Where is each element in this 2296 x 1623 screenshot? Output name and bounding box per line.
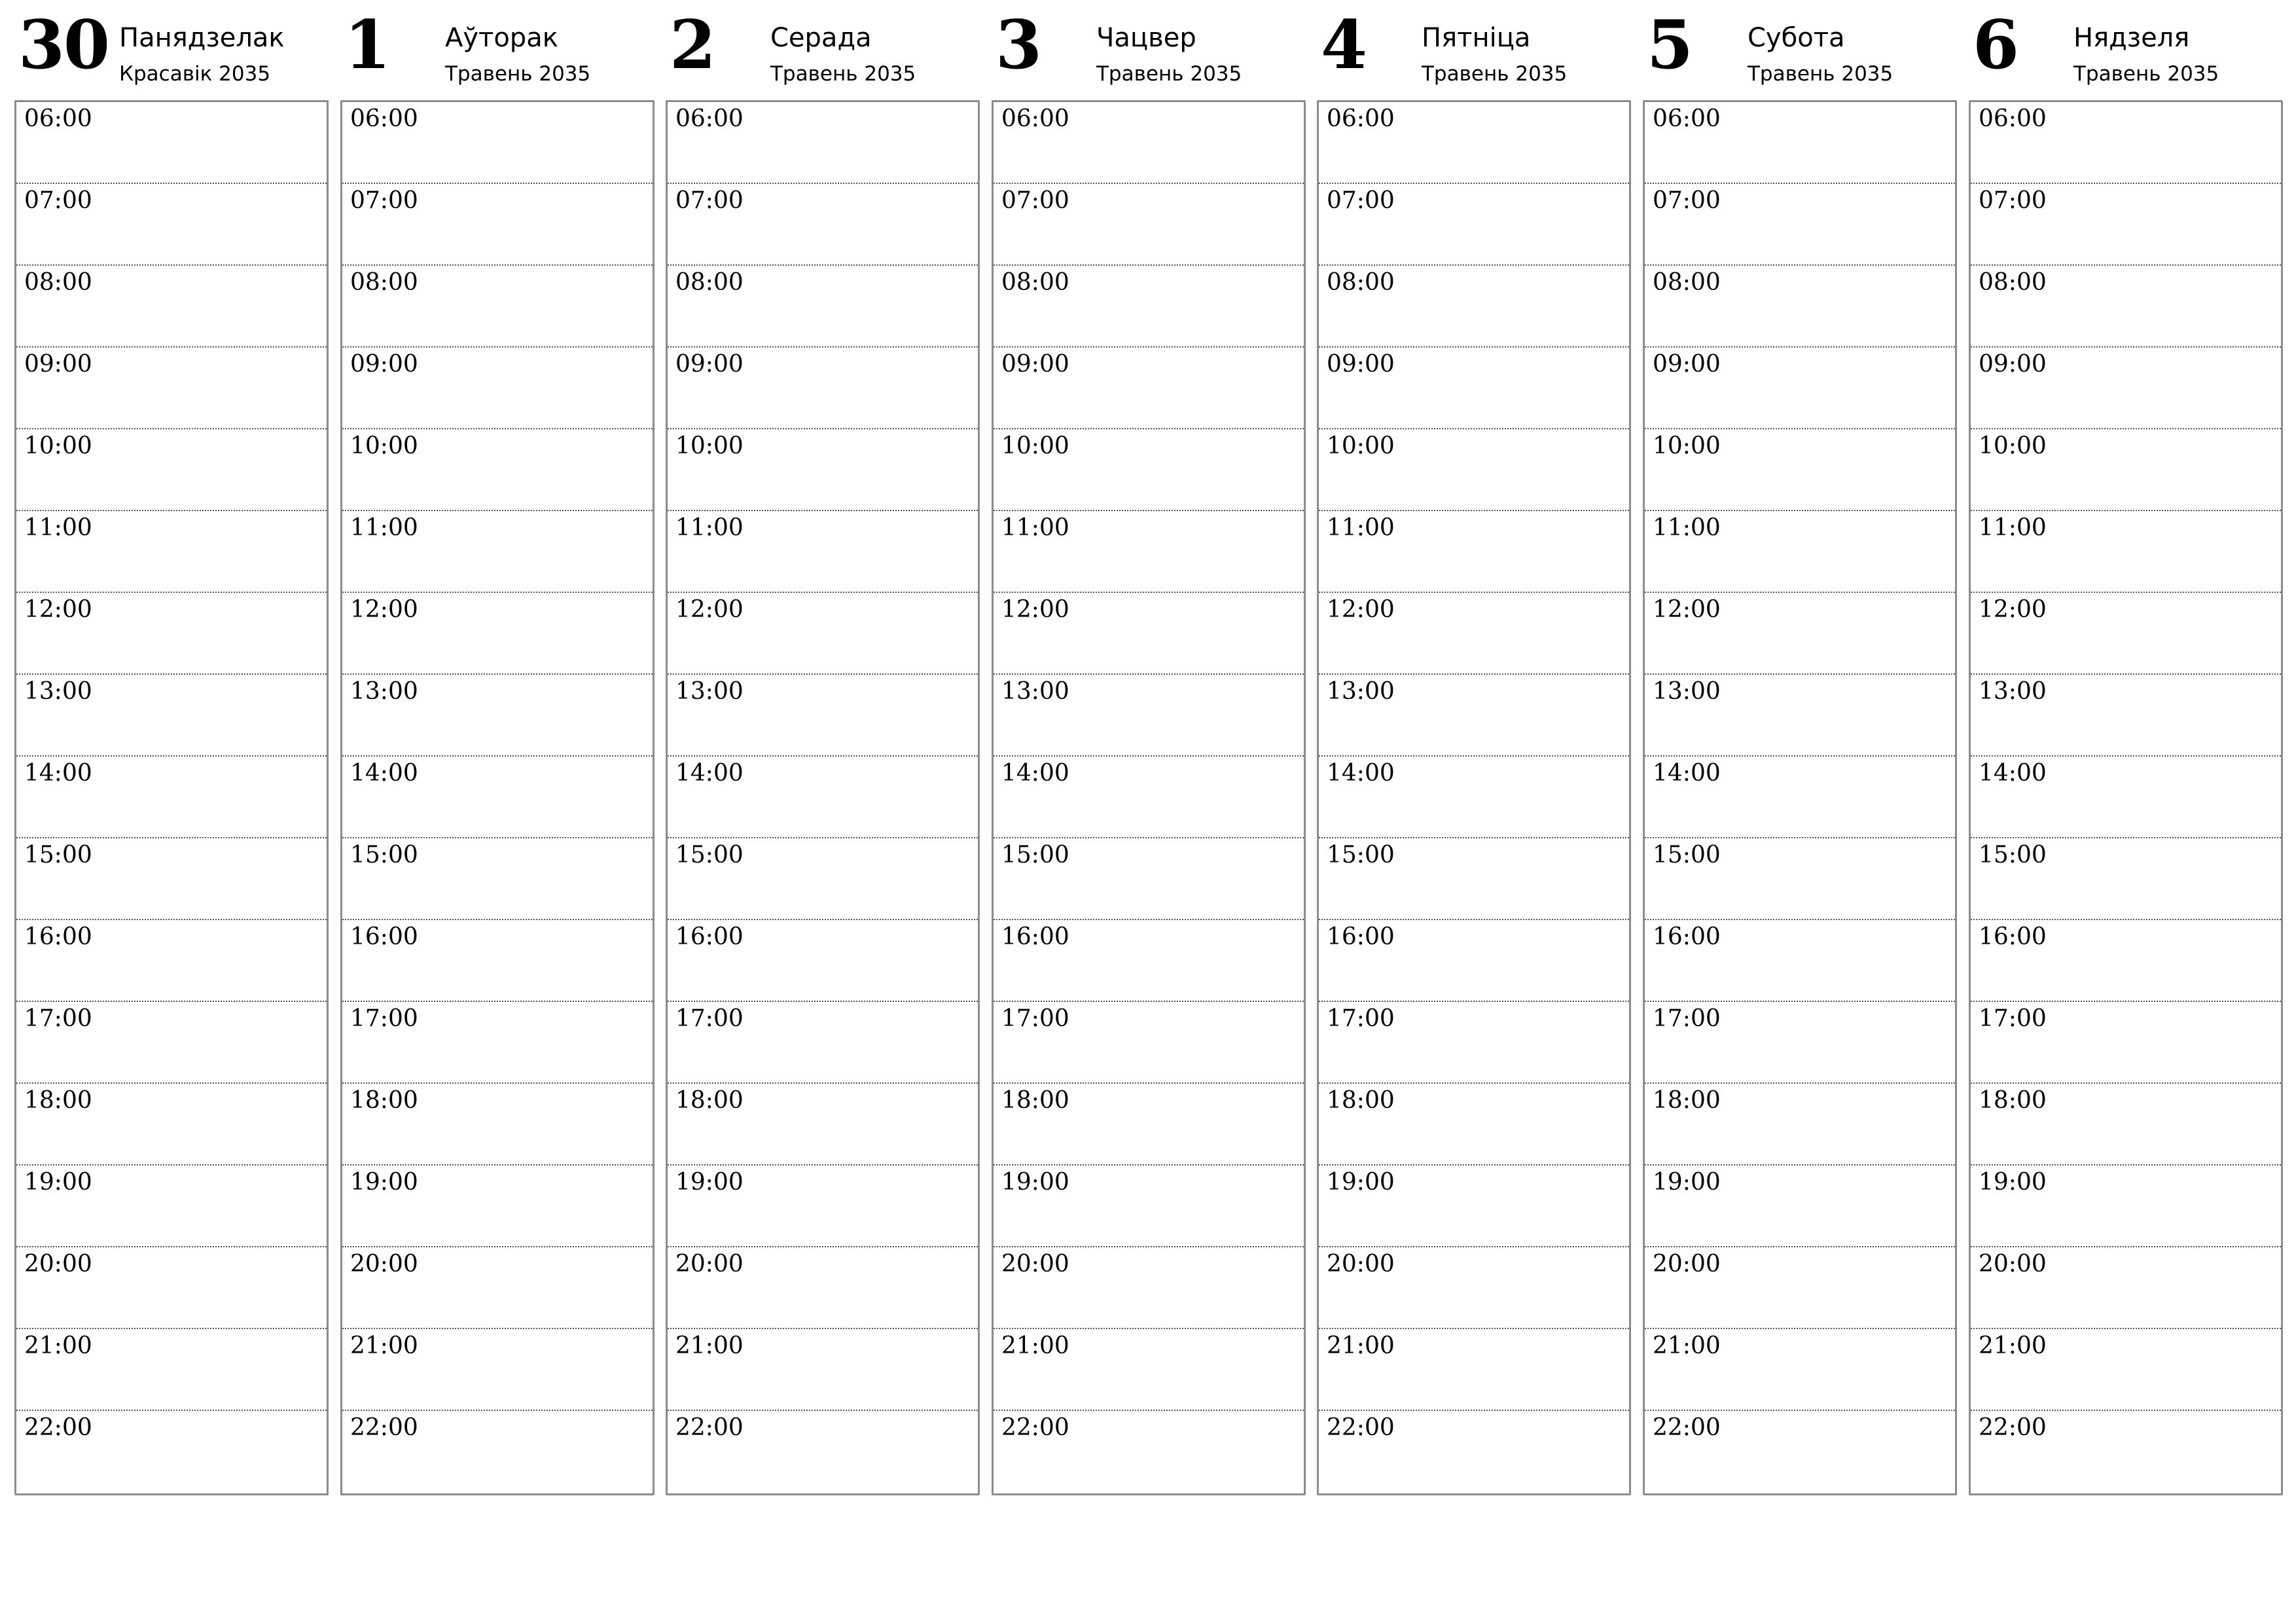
hour-label: 09:00: [1979, 351, 2047, 378]
hour-label: 21:00: [1001, 1332, 1069, 1359]
day-name: Аўторак: [445, 23, 558, 53]
day-month-year: Травень 2035: [445, 62, 591, 86]
day-number: 6: [1973, 6, 2018, 84]
hour-slot[interactable]: [1645, 102, 1955, 184]
hour-slot[interactable]: [1319, 838, 1629, 920]
hour-label: 07:00: [1979, 187, 2047, 214]
hour-label: 11:00: [675, 514, 744, 541]
hour-label: 11:00: [1001, 514, 1069, 541]
hour-label: 14:00: [350, 760, 418, 787]
hour-slot[interactable]: [668, 184, 978, 266]
hour-label: 19:00: [24, 1169, 92, 1196]
hour-label: 16:00: [350, 923, 418, 950]
hour-label: 21:00: [1653, 1332, 1721, 1359]
hour-slot[interactable]: [1971, 1084, 2281, 1166]
hour-label: 18:00: [1653, 1087, 1721, 1114]
hour-slot[interactable]: [1971, 1329, 2281, 1411]
hour-label: 20:00: [1001, 1251, 1069, 1277]
hour-slot[interactable]: [994, 1002, 1304, 1084]
day-column: [1317, 0, 1630, 1496]
hour-slot[interactable]: [16, 1247, 327, 1329]
hour-slot[interactable]: [1971, 838, 2281, 920]
hour-label: 19:00: [1001, 1169, 1069, 1196]
hour-label: 12:00: [1327, 596, 1395, 623]
hour-slot[interactable]: [668, 102, 978, 184]
hour-label: 22:00: [24, 1414, 92, 1441]
hour-slot[interactable]: [16, 102, 327, 184]
hour-label: 06:00: [350, 105, 418, 132]
hour-grid: [666, 100, 980, 1495]
hour-label: 11:00: [350, 514, 418, 541]
hour-slot[interactable]: [668, 348, 978, 429]
hour-slot[interactable]: [16, 184, 327, 266]
hour-label: 12:00: [675, 596, 744, 623]
hour-label: 12:00: [1001, 596, 1069, 623]
hour-slot[interactable]: [16, 1329, 327, 1411]
day-number: 30: [18, 6, 109, 84]
hour-slot[interactable]: [342, 1002, 653, 1084]
hour-label: 07:00: [1653, 187, 1721, 214]
hour-slot[interactable]: [668, 838, 978, 920]
hour-label: 10:00: [1001, 433, 1069, 459]
hour-label: 11:00: [1327, 514, 1395, 541]
hour-label: 17:00: [350, 1005, 418, 1032]
hour-slot[interactable]: [994, 184, 1304, 266]
day-number: 3: [996, 6, 1041, 84]
hour-slot[interactable]: [668, 593, 978, 675]
hour-grid: [1317, 100, 1631, 1495]
hour-label: 08:00: [1327, 269, 1395, 296]
hour-slot[interactable]: [1645, 348, 1955, 429]
hour-grid: [1643, 100, 1957, 1495]
hour-label: 17:00: [1979, 1005, 2047, 1032]
day-month-year: Травень 2035: [770, 62, 916, 86]
hour-slot[interactable]: [1645, 511, 1955, 593]
hour-label: 12:00: [1979, 596, 2047, 623]
hour-label: 16:00: [1327, 923, 1395, 950]
hour-slot[interactable]: [1971, 920, 2281, 1002]
hour-slot[interactable]: [668, 757, 978, 838]
hour-label: 15:00: [24, 842, 92, 868]
hour-label: 19:00: [350, 1169, 418, 1196]
hour-slot[interactable]: [668, 266, 978, 348]
hour-slot[interactable]: [1971, 511, 2281, 593]
hour-label: 06:00: [1327, 105, 1395, 132]
hour-label: 07:00: [350, 187, 418, 214]
hour-label: 11:00: [24, 514, 92, 541]
hour-label: 15:00: [1979, 842, 2047, 868]
day-month-year: Травень 2035: [2073, 62, 2219, 86]
hour-label: 19:00: [1327, 1169, 1395, 1196]
hour-label: 18:00: [675, 1087, 744, 1114]
hour-label: 20:00: [1979, 1251, 2047, 1277]
day-column: [1969, 0, 2282, 1496]
hour-slot[interactable]: [1645, 266, 1955, 348]
hour-slot[interactable]: [342, 429, 653, 511]
hour-slot[interactable]: [1319, 593, 1629, 675]
hour-slot[interactable]: [668, 1166, 978, 1247]
hour-slot[interactable]: [342, 1084, 653, 1166]
hour-slot[interactable]: [342, 1411, 653, 1493]
hour-slot[interactable]: [1971, 1247, 2281, 1329]
hour-label: 09:00: [350, 351, 418, 378]
hour-label: 15:00: [1001, 842, 1069, 868]
day-number: 5: [1647, 6, 1692, 84]
hour-label: 17:00: [1001, 1005, 1069, 1032]
hour-slot[interactable]: [1319, 920, 1629, 1002]
day-name: Серада: [770, 23, 872, 53]
hour-label: 06:00: [1979, 105, 2047, 132]
hour-slot[interactable]: [1319, 675, 1629, 757]
hour-slot[interactable]: [1971, 184, 2281, 266]
hour-grid: [1969, 100, 2283, 1495]
hour-label: 13:00: [1001, 678, 1069, 705]
hour-slot[interactable]: [1319, 1329, 1629, 1411]
hour-slot[interactable]: [668, 1411, 978, 1493]
hour-label: 22:00: [1327, 1414, 1395, 1441]
hour-label: 21:00: [1327, 1332, 1395, 1359]
day-name: Нядзеля: [2073, 23, 2190, 53]
hour-slot[interactable]: [342, 1247, 653, 1329]
hour-slot[interactable]: [994, 1329, 1304, 1411]
hour-label: 19:00: [1653, 1169, 1721, 1196]
hour-label: 22:00: [675, 1414, 744, 1441]
hour-slot[interactable]: [1971, 1002, 2281, 1084]
hour-slot[interactable]: [1971, 348, 2281, 429]
hour-slot[interactable]: [1319, 184, 1629, 266]
hour-label: 16:00: [675, 923, 744, 950]
hour-label: 10:00: [350, 433, 418, 459]
hour-slot[interactable]: [1645, 757, 1955, 838]
hour-label: 06:00: [24, 105, 92, 132]
hour-label: 19:00: [675, 1169, 744, 1196]
hour-label: 14:00: [1653, 760, 1721, 787]
hour-label: 09:00: [1653, 351, 1721, 378]
hour-label: 22:00: [1653, 1414, 1721, 1441]
hour-label: 08:00: [24, 269, 92, 296]
hour-slot[interactable]: [1645, 1166, 1955, 1247]
hour-label: 11:00: [1979, 514, 2047, 541]
hour-label: 18:00: [1327, 1087, 1395, 1114]
hour-slot[interactable]: [1645, 184, 1955, 266]
hour-slot[interactable]: [1971, 1411, 2281, 1493]
hour-label: 18:00: [1001, 1087, 1069, 1114]
hour-label: 15:00: [350, 842, 418, 868]
day-column: [1643, 0, 1956, 1496]
hour-label: 16:00: [24, 923, 92, 950]
hour-label: 12:00: [1653, 596, 1721, 623]
hour-label: 22:00: [1979, 1414, 2047, 1441]
hour-slot[interactable]: [1971, 102, 2281, 184]
hour-slot[interactable]: [994, 757, 1304, 838]
hour-label: 13:00: [1327, 678, 1395, 705]
hour-slot[interactable]: [1645, 920, 1955, 1002]
hour-slot[interactable]: [16, 1084, 327, 1166]
hour-slot[interactable]: [1971, 675, 2281, 757]
hour-slot[interactable]: [342, 675, 653, 757]
hour-label: 16:00: [1979, 923, 2047, 950]
hour-label: 13:00: [24, 678, 92, 705]
hour-slot[interactable]: [994, 675, 1304, 757]
hour-slot[interactable]: [1971, 266, 2281, 348]
hour-slot[interactable]: [1319, 511, 1629, 593]
hour-slot[interactable]: [16, 348, 327, 429]
hour-slot[interactable]: [1319, 1002, 1629, 1084]
hour-label: 21:00: [350, 1332, 418, 1359]
hour-label: 14:00: [1979, 760, 2047, 787]
hour-slot[interactable]: [1319, 1411, 1629, 1493]
hour-label: 20:00: [24, 1251, 92, 1277]
hour-slot[interactable]: [994, 102, 1304, 184]
hour-label: 15:00: [1653, 842, 1721, 868]
hour-slot[interactable]: [1319, 1084, 1629, 1166]
hour-label: 08:00: [350, 269, 418, 296]
hour-label: 10:00: [24, 433, 92, 459]
hour-label: 20:00: [1327, 1251, 1395, 1277]
hour-slot[interactable]: [994, 838, 1304, 920]
hour-label: 07:00: [1327, 187, 1395, 214]
hour-label: 13:00: [1653, 678, 1721, 705]
hour-slot[interactable]: [16, 511, 327, 593]
hour-slot[interactable]: [1319, 1166, 1629, 1247]
hour-slot[interactable]: [342, 593, 653, 675]
hour-label: 18:00: [24, 1087, 92, 1114]
hour-label: 08:00: [1653, 269, 1721, 296]
hour-slot[interactable]: [1971, 429, 2281, 511]
hour-slot[interactable]: [1645, 593, 1955, 675]
hour-slot[interactable]: [16, 838, 327, 920]
hour-label: 09:00: [1327, 351, 1395, 378]
hour-slot[interactable]: [16, 757, 327, 838]
hour-slot[interactable]: [1319, 1247, 1629, 1329]
hour-slot[interactable]: [668, 1002, 978, 1084]
hour-slot[interactable]: [16, 1002, 327, 1084]
hour-label: 14:00: [1001, 760, 1069, 787]
hour-label: 17:00: [1327, 1005, 1395, 1032]
hour-slot[interactable]: [1319, 102, 1629, 184]
hour-slot[interactable]: [16, 920, 327, 1002]
hour-label: 13:00: [1979, 678, 2047, 705]
hour-slot[interactable]: [1645, 1247, 1955, 1329]
hour-label: 22:00: [1001, 1414, 1069, 1441]
hour-label: 20:00: [1653, 1251, 1721, 1277]
hour-label: 06:00: [1653, 105, 1721, 132]
hour-slot[interactable]: [342, 757, 653, 838]
hour-label: 12:00: [24, 596, 92, 623]
day-column: [340, 0, 653, 1496]
hour-label: 10:00: [1979, 433, 2047, 459]
hour-label: 11:00: [1653, 514, 1721, 541]
hour-slot[interactable]: [342, 1329, 653, 1411]
hour-label: 16:00: [1653, 923, 1721, 950]
hour-label: 17:00: [675, 1005, 744, 1032]
day-name: Субота: [1748, 23, 1845, 53]
hour-label: 06:00: [1001, 105, 1069, 132]
hour-slot[interactable]: [342, 348, 653, 429]
hour-slot[interactable]: [1645, 429, 1955, 511]
hour-slot[interactable]: [668, 675, 978, 757]
hour-slot[interactable]: [16, 593, 327, 675]
hour-slot[interactable]: [1319, 348, 1629, 429]
day-number: 2: [670, 6, 715, 84]
hour-label: 17:00: [1653, 1005, 1721, 1032]
day-number: 1: [344, 6, 389, 84]
hour-slot[interactable]: [1645, 1329, 1955, 1411]
hour-grid: [992, 100, 1306, 1495]
hour-label: 14:00: [675, 760, 744, 787]
hour-label: 09:00: [24, 351, 92, 378]
hour-label: 12:00: [350, 596, 418, 623]
hour-label: 10:00: [675, 433, 744, 459]
hour-label: 20:00: [675, 1251, 744, 1277]
hour-label: 18:00: [1979, 1087, 2047, 1114]
hour-slot[interactable]: [668, 1247, 978, 1329]
hour-label: 16:00: [1001, 923, 1069, 950]
hour-slot[interactable]: [16, 429, 327, 511]
hour-slot[interactable]: [342, 838, 653, 920]
hour-label: 19:00: [1979, 1169, 2047, 1196]
hour-label: 09:00: [1001, 351, 1069, 378]
hour-slot[interactable]: [668, 1084, 978, 1166]
hour-slot[interactable]: [994, 1411, 1304, 1493]
day-column: [666, 0, 978, 1496]
hour-slot[interactable]: [16, 675, 327, 757]
hour-slot[interactable]: [1319, 757, 1629, 838]
hour-label: 07:00: [1001, 187, 1069, 214]
hour-label: 21:00: [675, 1332, 744, 1359]
hour-slot[interactable]: [994, 1166, 1304, 1247]
hour-slot[interactable]: [1319, 429, 1629, 511]
hour-slot[interactable]: [16, 1411, 327, 1493]
hour-label: 09:00: [675, 351, 744, 378]
hour-slot[interactable]: [994, 920, 1304, 1002]
hour-label: 08:00: [1979, 269, 2047, 296]
hour-slot[interactable]: [994, 348, 1304, 429]
hour-label: 13:00: [350, 678, 418, 705]
hour-label: 18:00: [350, 1087, 418, 1114]
hour-label: 21:00: [24, 1332, 92, 1359]
day-month-year: Красавік 2035: [119, 62, 271, 86]
hour-slot[interactable]: [1971, 1166, 2281, 1247]
hour-slot[interactable]: [342, 511, 653, 593]
hour-slot[interactable]: [994, 1247, 1304, 1329]
day-column: [14, 0, 327, 1496]
hour-slot[interactable]: [994, 429, 1304, 511]
hour-slot[interactable]: [16, 1166, 327, 1247]
hour-slot[interactable]: [994, 511, 1304, 593]
hour-grid: [340, 100, 655, 1495]
hour-label: 22:00: [350, 1414, 418, 1441]
hour-label: 20:00: [350, 1251, 418, 1277]
day-month-year: Травень 2035: [1422, 62, 1568, 86]
day-month-year: Травень 2035: [1748, 62, 1893, 86]
day-number: 4: [1321, 6, 1366, 84]
hour-slot[interactable]: [1645, 675, 1955, 757]
hour-slot[interactable]: [1319, 266, 1629, 348]
hour-label: 14:00: [1327, 760, 1395, 787]
hour-label: 17:00: [24, 1005, 92, 1032]
hour-slot[interactable]: [1645, 1084, 1955, 1166]
hour-label: 06:00: [675, 105, 744, 132]
hour-slot[interactable]: [1645, 838, 1955, 920]
day-month-year: Травень 2035: [1096, 62, 1242, 86]
hour-label: 07:00: [24, 187, 92, 214]
hour-slot[interactable]: [1971, 593, 2281, 675]
hour-label: 14:00: [24, 760, 92, 787]
hour-slot[interactable]: [668, 920, 978, 1002]
hour-label: 07:00: [675, 187, 744, 214]
day-column: [992, 0, 1304, 1496]
day-name: Панядзелак: [119, 23, 285, 53]
hour-slot[interactable]: [342, 266, 653, 348]
day-name: Чацвер: [1096, 23, 1196, 53]
hour-slot[interactable]: [668, 511, 978, 593]
hour-label: 10:00: [1653, 433, 1721, 459]
hour-slot[interactable]: [16, 266, 327, 348]
hour-label: 13:00: [675, 678, 744, 705]
hour-slot[interactable]: [342, 102, 653, 184]
weekly-planner: [14, 0, 2282, 1505]
hour-slot[interactable]: [342, 184, 653, 266]
hour-label: 21:00: [1979, 1332, 2047, 1359]
hour-slot[interactable]: [668, 1329, 978, 1411]
hour-slot[interactable]: [994, 593, 1304, 675]
day-name: Пятніца: [1422, 23, 1531, 53]
hour-grid: [14, 100, 329, 1495]
hour-slot[interactable]: [994, 1084, 1304, 1166]
hour-slot[interactable]: [668, 429, 978, 511]
hour-slot[interactable]: [994, 266, 1304, 348]
hour-label: 15:00: [675, 842, 744, 868]
hour-label: 15:00: [1327, 842, 1395, 868]
hour-slot[interactable]: [1645, 1411, 1955, 1493]
hour-slot[interactable]: [342, 1166, 653, 1247]
hour-slot[interactable]: [1645, 1002, 1955, 1084]
hour-slot[interactable]: [342, 920, 653, 1002]
hour-slot[interactable]: [1971, 757, 2281, 838]
hour-label: 10:00: [1327, 433, 1395, 459]
hour-label: 08:00: [1001, 269, 1069, 296]
hour-label: 08:00: [675, 269, 744, 296]
